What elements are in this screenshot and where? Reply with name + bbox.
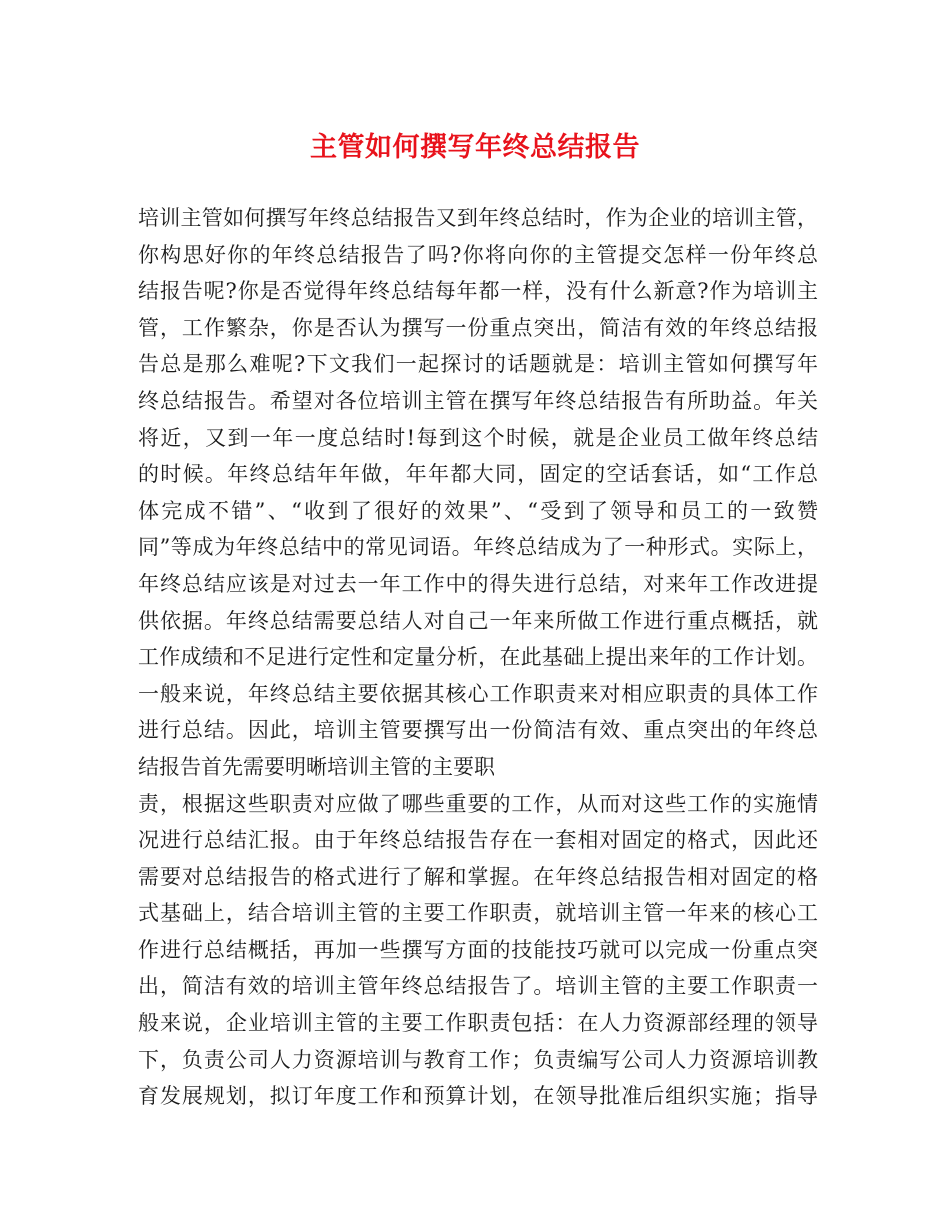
body-line: 终总结报告。希望对各位培训主管在撰写年终总结报告有所助益。年关	[138, 388, 818, 413]
body-line: 培训主管如何撰写年终总结报告又到年终总结时，作为企业的培训主管，	[138, 206, 818, 230]
body-line: 般来说，企业培训主管的主要工作职责包括：在人力资源部经理的领导	[138, 1011, 818, 1036]
body-line: 一般来说，年终总结主要依据其核心工作职责来对相应职责的具体工作	[138, 681, 818, 706]
body-line: 出，简洁有效的培训主管年终总结报告了。培训主管的主要工作职责一	[138, 974, 818, 999]
body-line: 进行总结。因此，培训主管要撰写出一份简洁有效、重点突出的年终总	[138, 718, 818, 743]
body-line: 况进行总结汇报。由于年终总结报告存在一套相对固定的格式，因此还	[138, 828, 818, 853]
body-line: 供依据。年终总结需要总结人对自己一年来所做工作进行重点概括，就	[138, 608, 818, 633]
body-line: 管，工作繁杂，你是否认为撰写一份重点突出，简洁有效的年终总结报	[138, 315, 818, 340]
body-line: 式基础上，结合培训主管的主要工作职责，就培训主管一年来的核心工	[138, 901, 818, 926]
body-line: 体完成不错”、“收到了很好的效果”、“受到了领导和员工的一致赞	[138, 498, 818, 523]
body-line: 结报告首先需要明晰培训主管的主要职	[138, 754, 495, 779]
body-line: 年终总结应该是对过去一年工作中的得失进行总结，对来年工作改进提	[138, 571, 818, 596]
body-line: 的时候。年终总结年年做，年年都大同，固定的空话套话，如“工作总	[138, 462, 818, 487]
body-line: 结报告呢?你是否觉得年终总结每年都一样，没有什么新意?作为培训主	[138, 279, 818, 304]
body-line: 作进行总结概括，再加一些撰写方面的技能技巧就可以完成一份重点突	[138, 937, 818, 962]
body-line: 你构思好你的年终总结报告了吗?你将向你的主管提交怎样一份年终总	[138, 242, 818, 267]
document-body	[138, 200, 818, 1115]
body-line: 下，负责公司人力资源培训与教育工作；负责编写公司人力资源培训教	[138, 1047, 818, 1072]
document-title: 主管如何撰写年终总结报告	[310, 132, 640, 163]
body-line: 需要对总结报告的格式进行了解和掌握。在年终总结报告相对固定的格	[138, 864, 818, 889]
body-line: 工作成绩和不足进行定性和定量分析，在此基础上提出来年的工作计划。	[138, 645, 818, 670]
body-line: 责，根据这些职责对应做了哪些重要的工作，从而对这些工作的实施情	[138, 791, 818, 816]
body-line: 同”等成为年终总结中的常见词语。年终总结成为了一种形式。实际上，	[138, 535, 818, 560]
body-line: 育发展规划，拟订年度工作和预算计划，在领导批准后组织实施；指导	[138, 1084, 818, 1109]
body-line: 将近，又到一年一度总结时!每到这个时候，就是企业员工做年终总结	[138, 425, 818, 450]
body-line: 告总是那么难呢?下文我们一起探讨的话题就是：培训主管如何撰写年	[138, 352, 818, 377]
